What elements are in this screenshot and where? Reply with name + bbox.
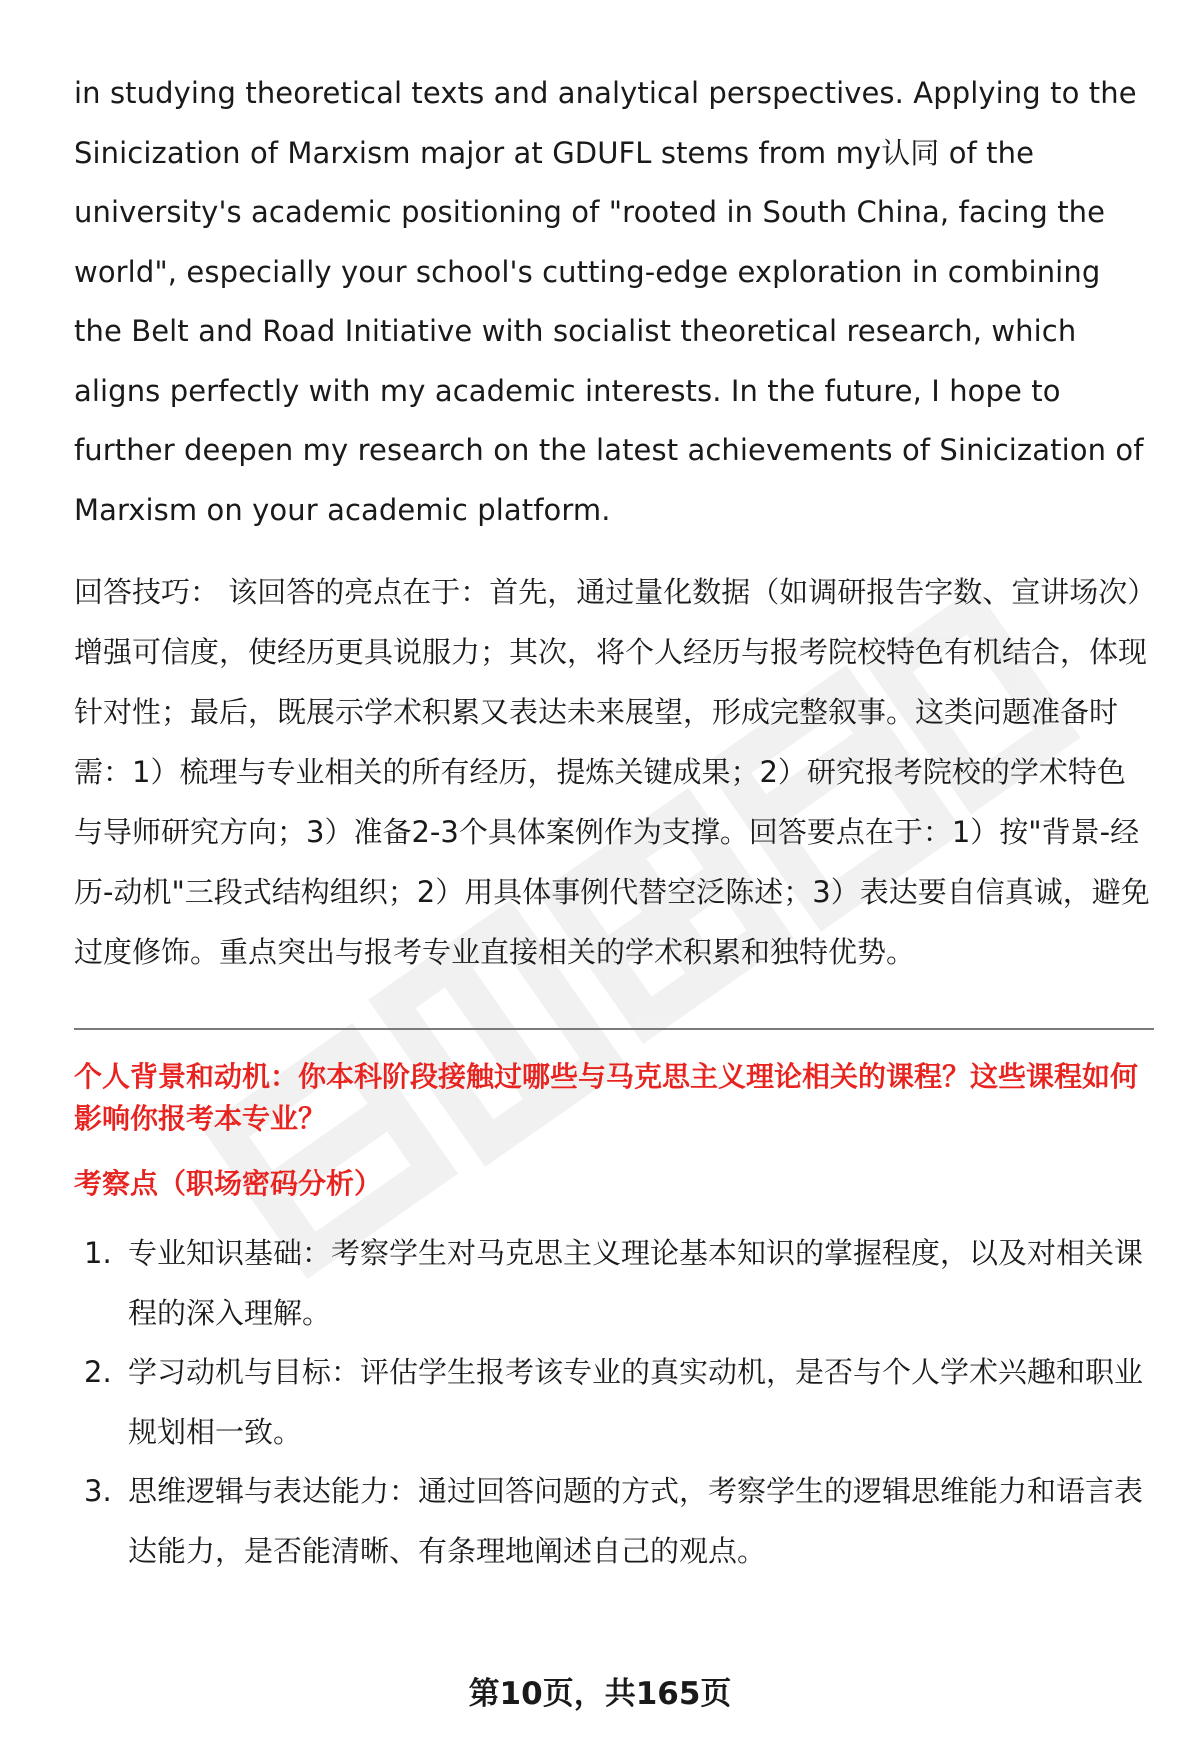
interview-question: 个人背景和动机：你本科阶段接触过哪些与马克思主义理论相关的课程？这些课程如何影响你报考本专业？ [74, 1060, 1139, 1135]
answer-tips-label: 回答技巧： [74, 575, 220, 609]
list-item-number: 3. [84, 1474, 112, 1508]
answer-tips-paragraph [74, 562, 1154, 982]
exam-points-list [74, 1224, 1154, 1581]
list-item-number: 1. [84, 1236, 112, 1270]
list-item-number: 2. [84, 1355, 112, 1389]
exam-points-title: 考察点（职场密码分析） [74, 1167, 383, 1200]
list-item [74, 1462, 1154, 1581]
answer-tips-text: 该回答的亮点在于：首先，通过量化数据（如调研报告字数、宣讲场次）增强可信度，使经历更具说服力；其次，将个人经历与报考院校特色有机结合，体现针对性；最后，既展示学术积累又表达未来展望，形成完整叙事。这类问题准备时需：1）梳理与专业相关的所有经历，提炼关键成果；2）研究报考院校的学术特色与导师研究方向；3）准备2-3个具体案例作为支撑。回答要点在于：1）按"背景-经历-动机"三段式结构组织；2）用具体事例代替空泛陈述；3）表达要自信真诚，避免过度修饰。重点突出与报考专业直接相关的学术积累和独特优势。 [74, 575, 1150, 969]
english-answer-paragraph: in studying theoretical texts and analytical perspectives. Applying to the Sinicization of Marxism major at GDUFL stems from my认同 of the university's academic positioning of "rooted in South China, facing the world", especially your school's cutting-edge exploration in combining the Belt and Road Initiative with socialist theoretical research, which aligns perfectly with my academic interests. In the future, I hope to further deepen my research on the latest achievements of Sinicization of Marxism on your academic platform. [74, 76, 1144, 527]
list-item-text: 专业知识基础：考察学生对马克思主义理论基本知识的掌握程度，以及对相关课程的深入理解。 [128, 1236, 1144, 1330]
main-content [74, 64, 1154, 1581]
list-item [74, 1343, 1154, 1462]
list-item [74, 1224, 1154, 1343]
list-item-text: 学习动机与目标：评估学生报考该专业的真实动机，是否与个人学术兴趣和职业规划相一致。 [128, 1355, 1144, 1449]
page-number-footer: 第10页，共165页 [468, 1676, 732, 1712]
list-item-text: 思维逻辑与表达能力：通过回答问题的方式，考察学生的逻辑思维能力和语言表达能力，是否能清晰、有条理地阐述自己的观点。 [128, 1474, 1144, 1568]
section-divider [74, 1028, 1154, 1030]
